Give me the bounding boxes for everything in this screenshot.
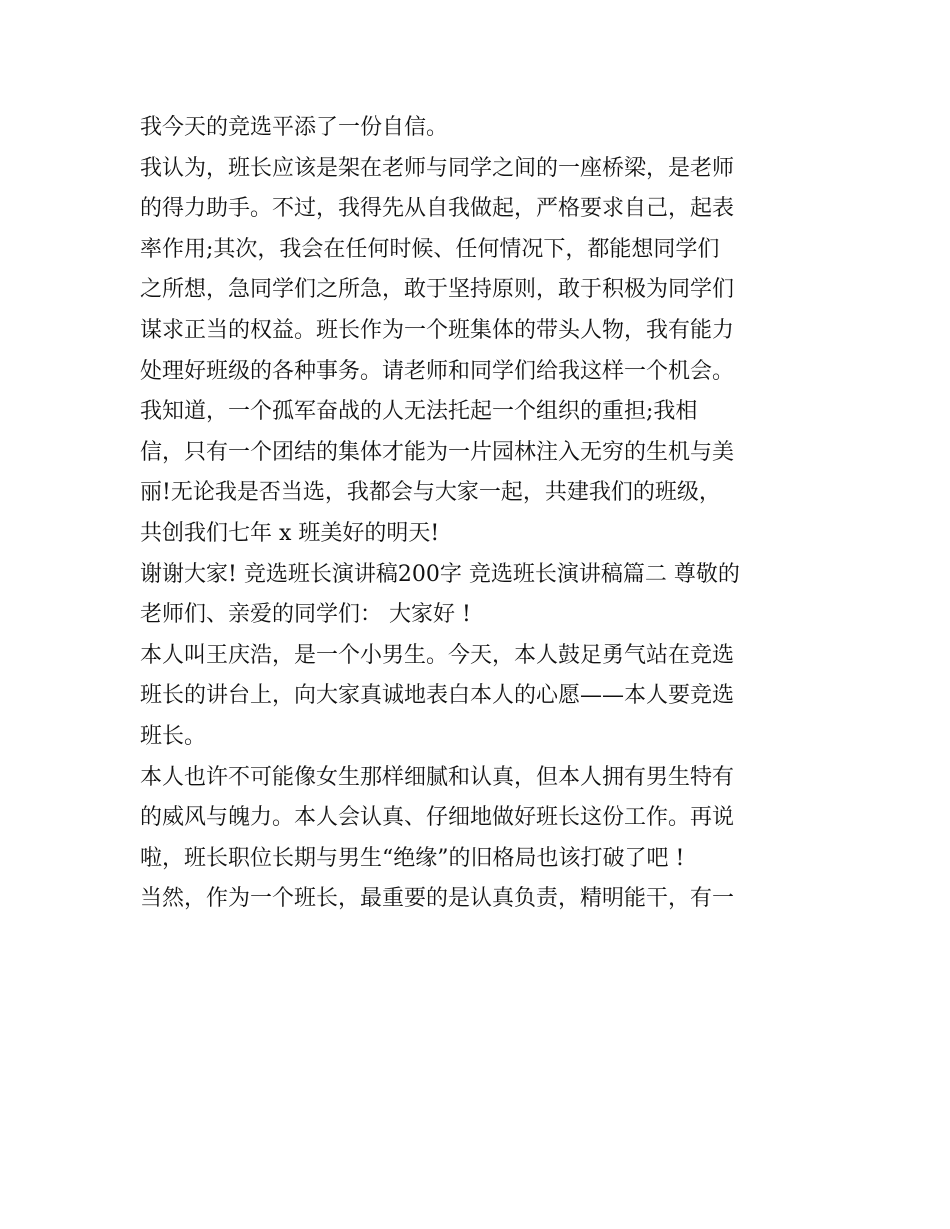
text-line: 共创我们七年 x 班美好的明天! — [140, 520, 440, 546]
text-line: 之所想，急同学们之所急，敢于坚持原则，敢于积极为同学们 — [140, 277, 735, 303]
text-line: 处理好班级的各种事务。请老师和同学们给我这样一个机会。 — [140, 358, 735, 384]
text-line: 我知道，一个孤军奋战的人无法托起一个组织的重担;我相 — [140, 399, 698, 425]
text-line: 班长的讲台上，向大家真诚地表白本人的心愿——本人要竞选 — [140, 683, 735, 709]
text-line: 的得力助手。不过，我得先从自我做起，严格要求自己，起表 — [140, 196, 735, 222]
text-line: 的威风与魄力。本人会认真、仔细地做好班长这份工作。再说 — [140, 805, 735, 831]
text-line: 啦，班长职位长期与男生“绝缘”的旧格局也该打破了吧 ! — [140, 845, 685, 871]
text-line: 率作用;其次，我会在任何时候、任何情况下，都能想同学们 — [140, 236, 720, 262]
document-body — [140, 108, 820, 920]
text-line: 当然，作为一个班长，最重要的是认真负责，精明能干，有一 — [140, 886, 735, 912]
text-line: 我认为，班长应该是架在老师与同学之间的一座桥梁，是老师 — [140, 155, 735, 181]
text-line: 谢谢大家! 竞选班长演讲稿200字 竞选班长演讲稿篇二 尊敬的 — [140, 561, 740, 587]
text-line: 本人叫王庆浩，是一个小男生。今天，本人鼓足勇气站在竞选 — [140, 642, 735, 668]
text-line: 信，只有一个团结的集体才能为一片园林注入无穷的生机与美 — [140, 439, 735, 465]
text-line: 老师们、亲爱的同学们： 大家好 ! — [140, 602, 471, 628]
text-line: 谋求正当的权益。班长作为一个班集体的带头人物，我有能力 — [140, 317, 735, 343]
text-line: 丽!无论我是否当选，我都会与大家一起，共建我们的班级， — [140, 480, 721, 506]
text-line: 本人也许不可能像女生那样细腻和认真，但本人拥有男生特有 — [140, 764, 735, 790]
text-line: 班长。 — [140, 723, 207, 749]
text-line: 我今天的竞选平添了一份自信。 — [140, 115, 449, 140]
